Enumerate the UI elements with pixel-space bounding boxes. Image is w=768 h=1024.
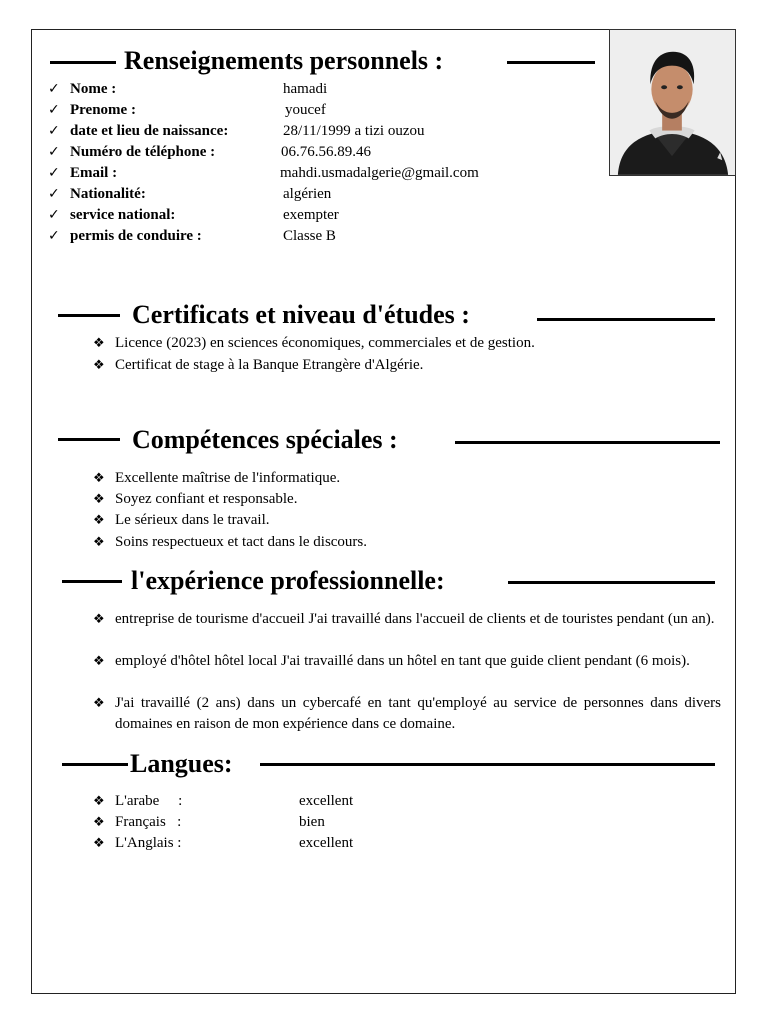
language-level: excellent	[299, 835, 354, 851]
experience-item	[93, 609, 721, 630]
language-level: bien	[299, 814, 325, 830]
check-icon: ✓	[48, 165, 60, 181]
language-name: Français :	[115, 814, 182, 830]
skill-item	[93, 489, 297, 510]
heading-rule-left	[62, 763, 128, 766]
language-level: excellent	[299, 793, 354, 809]
info-value: exempter	[283, 207, 339, 223]
experience-text: J'ai travaillé (2 ans) dans un cybercafé en tant qu'employé au service de personnes dans divers domaines en raison de mon expérience dans ce domaine.	[115, 695, 721, 732]
info-value: 28/11/1999 a tizi ouzou	[283, 123, 425, 139]
heading-rule-right	[507, 61, 595, 64]
check-icon: ✓	[48, 102, 60, 118]
skill-text: Soyez confiant et responsable.	[115, 491, 298, 507]
diamond-bullet-icon: ❖	[93, 492, 105, 507]
check-icon: ✓	[48, 228, 60, 244]
education-text: Licence (2023) en sciences économiques, commerciales et de gestion.	[115, 335, 535, 351]
heading-rule-right	[537, 318, 715, 321]
heading-rule-right	[260, 763, 715, 766]
diamond-bullet-icon: ❖	[93, 612, 105, 627]
skill-item	[93, 532, 367, 553]
info-label: service national:	[70, 207, 176, 223]
check-icon: ✓	[48, 123, 60, 139]
language-row-arabe	[93, 791, 354, 812]
experience-heading: l'expérience professionnelle:	[131, 566, 445, 595]
skill-text: Le sérieux dans le travail.	[115, 512, 270, 528]
heading-rule-left	[50, 61, 116, 64]
heading-rule-left	[62, 580, 122, 583]
info-value: 06.76.56.89.46	[281, 144, 371, 160]
diamond-bullet-icon: ❖	[93, 696, 105, 711]
experience-item	[93, 693, 721, 735]
info-value: mahdi.usmadalgerie@gmail.com	[280, 165, 479, 181]
info-value: youcef	[285, 102, 326, 118]
personal-info-heading: Renseignements personnels :	[124, 46, 444, 75]
check-icon: ✓	[48, 144, 60, 160]
heading-rule-right	[455, 441, 720, 444]
skill-item	[93, 510, 270, 531]
diamond-bullet-icon: ❖	[93, 336, 105, 351]
info-value: algérien	[283, 186, 332, 202]
skill-item	[93, 468, 340, 489]
heading-rule-right	[508, 581, 715, 584]
diamond-bullet-icon: ❖	[93, 794, 105, 809]
diamond-bullet-icon: ❖	[93, 471, 105, 486]
languages-heading: Langues:	[130, 749, 233, 778]
language-name: L'arabe :	[115, 793, 183, 809]
diamond-bullet-icon: ❖	[93, 535, 105, 550]
diamond-bullet-icon: ❖	[93, 513, 105, 528]
info-value: Classe B	[283, 228, 336, 244]
profile-photo	[609, 29, 736, 176]
education-item	[93, 355, 423, 376]
person-photo-icon	[610, 30, 735, 175]
info-label: Prenome :	[70, 102, 136, 118]
info-label: date et lieu de naissance:	[70, 123, 229, 139]
info-value: hamadi	[283, 81, 328, 97]
check-icon: ✓	[48, 186, 60, 202]
diamond-bullet-icon: ❖	[93, 654, 105, 669]
heading-rule-left	[58, 438, 120, 441]
diamond-bullet-icon: ❖	[93, 815, 105, 830]
experience-item	[93, 651, 721, 672]
info-label: Nationalité:	[70, 186, 146, 202]
check-icon: ✓	[48, 207, 60, 223]
diamond-bullet-icon: ❖	[93, 836, 105, 851]
experience-text: employé d'hôtel hôtel local J'ai travaillé dans un hôtel en tant que guide client pendant (6 mois).	[115, 653, 690, 669]
skills-heading: Compétences spéciales :	[132, 425, 398, 454]
heading-rule-left	[58, 314, 120, 317]
education-item	[93, 333, 535, 354]
check-icon: ✓	[48, 81, 60, 97]
experience-text: entreprise de tourisme d'accueil J'ai travaillé dans l'accueil de clients et de touristes pendant (un an).	[115, 611, 715, 627]
info-label: Numéro de téléphone :	[70, 144, 216, 160]
education-text: Certificat de stage à la Banque Etrangère d'Algérie.	[115, 357, 424, 373]
language-name: L'Anglais :	[115, 835, 182, 851]
skill-text: Soins respectueux et tact dans le discours.	[115, 534, 368, 550]
info-label: Nome :	[70, 81, 117, 97]
skill-text: Excellente maîtrise de l'informatique.	[115, 470, 341, 486]
diamond-bullet-icon: ❖	[93, 358, 105, 373]
education-heading: Certificats et niveau d'études :	[132, 300, 470, 329]
info-label: Email :	[70, 165, 118, 181]
language-row-anglais	[93, 833, 354, 854]
language-row-francais	[93, 812, 325, 833]
info-label: permis de conduire :	[70, 228, 202, 244]
